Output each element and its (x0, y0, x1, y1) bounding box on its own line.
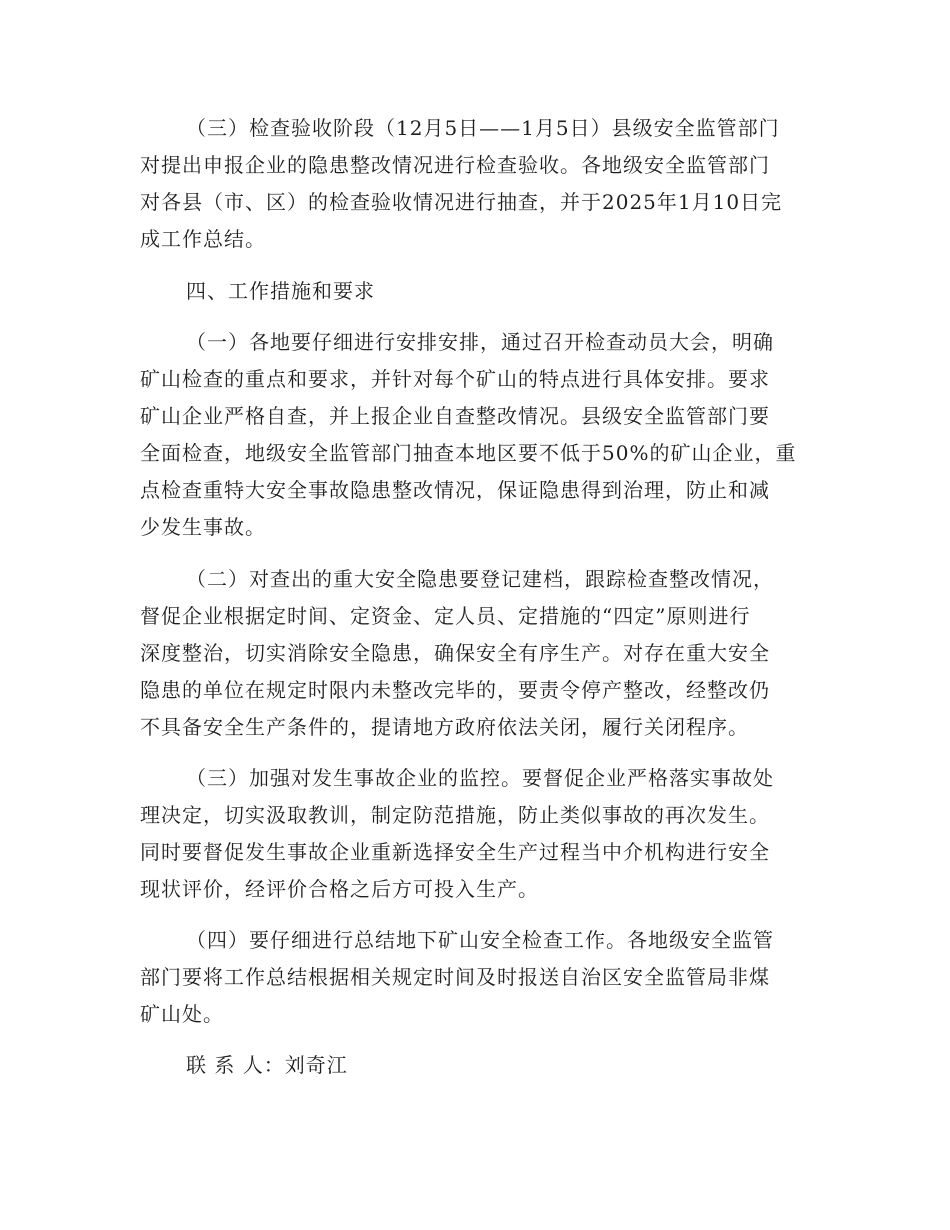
text-line: 对提出申报企业的隐患整改情况进行检查验收。各地级安全监管部门 (140, 153, 770, 177)
text-line: （一）各地要仔细进行安排安排，通过召开检查动员大会，明确 (186, 330, 774, 354)
text-line: 成工作总结。 (140, 227, 266, 251)
text-line: 同时要督促发生事故企业重新选择安全生产过程当中介机构进行安全 (140, 840, 770, 864)
paragraph-measure-4 (140, 922, 820, 1033)
text-line: 点检查重特大安全事故隐患整改情况，保证隐患得到治理，防止和减 (140, 478, 770, 502)
text-line: 部门要将工作总结根据相关规定时间及时报送自治区安全监管局非煤 (140, 965, 770, 989)
paragraph-measure-3 (140, 760, 820, 908)
text-line: 矿山企业严格自查，并上报企业自查整改情况。县级安全监管部门要 (140, 404, 770, 428)
contact-line (140, 1047, 820, 1084)
paragraph-inspection-stage (140, 110, 820, 258)
text-line: 理决定，切实汲取教训，制定防范措施，防止类似事故的再次发生。 (140, 803, 770, 827)
text-line: 全面检查，地级安全监管部门抽查本地区要不低于50%的矿山企业，重 (140, 441, 797, 465)
text-line: 少发生事故。 (140, 515, 266, 539)
text-line: 矿山处。 (140, 1002, 224, 1026)
text-line: 现状评价，经评价合格之后方可投入生产。 (140, 877, 539, 901)
text-line: 深度整治，切实消除安全隐患，确保安全有序生产。对存在重大安全 (140, 641, 770, 665)
text-line: 矿山检查的重点和要求，并针对每个矿山的特点进行具体安排。要求 (140, 367, 770, 391)
text-line: （二）对查出的重大安全隐患要登记建档，跟踪检查整改情况， (186, 567, 774, 591)
paragraph-measure-2 (140, 561, 820, 746)
paragraph-measure-1 (140, 324, 820, 546)
text-line: 督促企业根据定时间、定资金、定人员、定措施的“四定”原则进行 (140, 604, 751, 628)
contact-person: 联 系 人：刘奇江 (186, 1053, 348, 1077)
heading-line: 四、工作措施和要求 (186, 279, 375, 303)
text-line: 不具备安全生产条件的，提请地方政府依法关闭，履行关闭程序。 (140, 715, 749, 739)
text-line: （三）加强对发生事故企业的监控。要督促企业严格落实事故处 (186, 766, 774, 790)
text-line: 对各县（市、区）的检查验收情况进行抽查，并于2025年1月10日完 (140, 190, 783, 214)
text-line: （三）检查验收阶段（12月5日——1月5日）县级安全监管部门 (186, 116, 780, 140)
section-heading (140, 273, 820, 310)
text-line: （四）要仔细进行总结地下矿山安全检查工作。各地级安全监管 (186, 928, 774, 952)
text-line: 隐患的单位在规定时限内未整改完毕的，要责令停产整改，经整改仍 (140, 678, 770, 702)
